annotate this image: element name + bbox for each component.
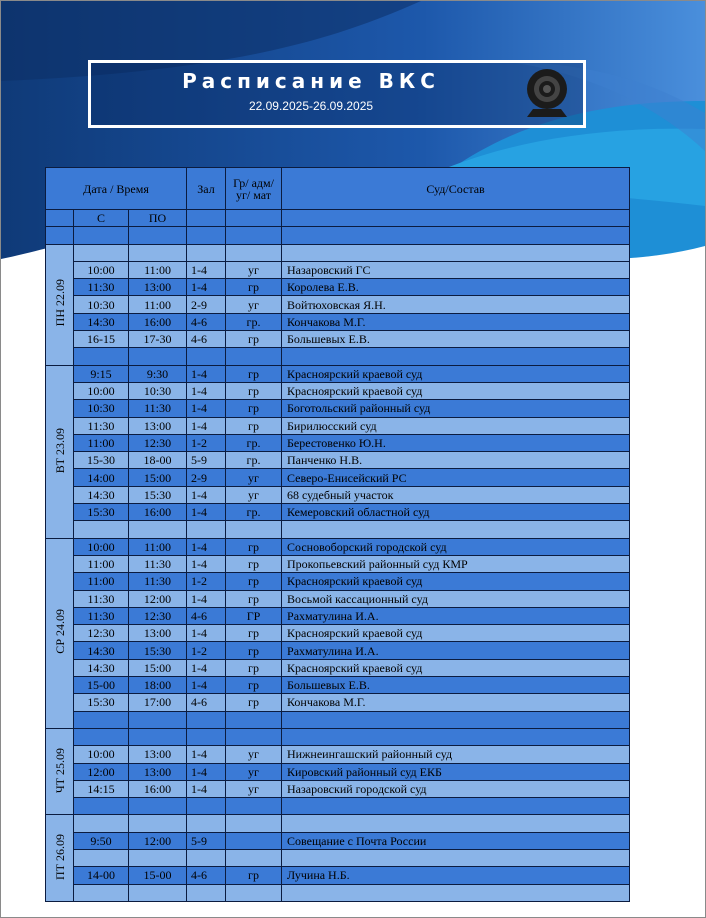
hall: 1-4	[187, 365, 226, 382]
day-label: ПН 22.09	[52, 279, 67, 327]
table-row	[46, 780, 630, 797]
table-row	[46, 884, 630, 901]
to-time: 15:00	[129, 659, 187, 676]
hall: 4-6	[187, 313, 226, 330]
court-name: Красноярский краевой суд	[282, 365, 630, 382]
case-type: уг	[226, 296, 282, 313]
from-time: 10:00	[74, 261, 129, 278]
hall: 1-4	[187, 261, 226, 278]
from-time: 10:00	[74, 746, 129, 763]
to-time: 11:00	[129, 261, 187, 278]
to-time: 15:30	[129, 486, 187, 503]
to-time: 9:30	[129, 365, 187, 382]
to-time	[129, 798, 187, 815]
case-type: гр.	[226, 504, 282, 521]
to-time	[129, 849, 187, 866]
day-label: ЧТ 25.09	[52, 747, 67, 793]
table-row	[46, 625, 630, 642]
case-type: гр.	[226, 313, 282, 330]
day-label-cell	[46, 538, 74, 728]
spacer-row	[46, 227, 630, 244]
table-row	[46, 382, 630, 399]
court-name: Бирилюсский суд	[282, 417, 630, 434]
hall: 5-9	[187, 452, 226, 469]
from-time	[74, 815, 129, 832]
to-time	[129, 728, 187, 745]
case-type: уг	[226, 469, 282, 486]
case-type	[226, 521, 282, 538]
page-title: Расписание ВКС	[182, 69, 440, 93]
to-time	[129, 244, 187, 261]
date-range: 22.09.2025-26.09.2025	[248, 99, 374, 113]
case-type	[226, 348, 282, 365]
from-time: 15:30	[74, 504, 129, 521]
from-time: 14:30	[74, 486, 129, 503]
from-time: 14:15	[74, 780, 129, 797]
court-name: Королева Е.В.	[282, 279, 630, 296]
table-row	[46, 555, 630, 572]
hall: 1-4	[187, 763, 226, 780]
table-row	[46, 573, 630, 590]
court-name: Кончакова М.Г.	[282, 694, 630, 711]
from-time: 14:30	[74, 642, 129, 659]
to-time: 11:00	[129, 296, 187, 313]
court-name: Кемеровский областной суд	[282, 504, 630, 521]
table-row	[46, 728, 630, 745]
court-name: Прокопьевский районный суд КМР	[282, 555, 630, 572]
table-row	[46, 538, 630, 555]
from-time: 11:00	[74, 434, 129, 451]
table-row	[46, 711, 630, 728]
hall	[187, 884, 226, 901]
to-time: 17:00	[129, 694, 187, 711]
case-type: гр	[226, 625, 282, 642]
to-time: 13:00	[129, 625, 187, 642]
table-row	[46, 261, 630, 278]
to-time: 13:00	[129, 763, 187, 780]
case-type	[226, 711, 282, 728]
case-type	[226, 815, 282, 832]
hall: 1-2	[187, 642, 226, 659]
day-label: СР 24.09	[52, 609, 67, 655]
court-name: Войтюховская Я.Н.	[282, 296, 630, 313]
court-name	[282, 884, 630, 901]
schedule-table	[45, 167, 630, 902]
to-time	[129, 521, 187, 538]
case-type: гр	[226, 590, 282, 607]
court-name	[282, 348, 630, 365]
from-time: 11:30	[74, 417, 129, 434]
to-time: 15-00	[129, 867, 187, 884]
to-time: 15:00	[129, 469, 187, 486]
case-type: гр	[226, 382, 282, 399]
case-type: ГР	[226, 607, 282, 624]
table-row	[46, 694, 630, 711]
court-name: Красноярский краевой суд	[282, 659, 630, 676]
hall: 1-4	[187, 417, 226, 434]
from-time: 11:30	[74, 607, 129, 624]
table-row	[46, 642, 630, 659]
from-header: С	[74, 210, 129, 227]
case-type: гр	[226, 677, 282, 694]
court-name: Боготольский районный суд	[282, 400, 630, 417]
table-row	[46, 849, 630, 866]
hall: 2-9	[187, 469, 226, 486]
date-time-header: Дата / Время	[46, 168, 187, 210]
table-row	[46, 763, 630, 780]
table-row	[46, 434, 630, 451]
table-row	[46, 504, 630, 521]
from-time: 15-30	[74, 452, 129, 469]
case-type	[226, 884, 282, 901]
to-time: 12:30	[129, 434, 187, 451]
subheader-empty	[46, 210, 74, 227]
court-name: Рахматулина И.А.	[282, 607, 630, 624]
table-row	[46, 348, 630, 365]
to-time: 16:00	[129, 313, 187, 330]
day-label-cell	[46, 244, 74, 365]
case-type: гр	[226, 694, 282, 711]
day-label: ВТ 23.09	[52, 427, 67, 473]
hall: 1-4	[187, 677, 226, 694]
to-time: 12:00	[129, 832, 187, 849]
hall	[187, 521, 226, 538]
table-row	[46, 867, 630, 884]
case-type: гр	[226, 331, 282, 348]
hall	[187, 849, 226, 866]
from-time: 9:15	[74, 365, 129, 382]
from-time: 11:00	[74, 573, 129, 590]
hall: 4-6	[187, 867, 226, 884]
from-time	[74, 884, 129, 901]
case-type: гр	[226, 642, 282, 659]
table-row	[46, 296, 630, 313]
table-header-row	[46, 168, 630, 210]
hall: 1-4	[187, 590, 226, 607]
court-name	[282, 815, 630, 832]
to-time: 17-30	[129, 331, 187, 348]
case-type	[226, 244, 282, 261]
hall: 1-4	[187, 486, 226, 503]
hall	[187, 728, 226, 745]
to-time: 11:30	[129, 400, 187, 417]
from-time: 10:30	[74, 400, 129, 417]
table-row	[46, 746, 630, 763]
court-header: Суд/Состав	[282, 168, 630, 210]
from-time: 15:30	[74, 694, 129, 711]
table-row	[46, 400, 630, 417]
case-type	[226, 728, 282, 745]
case-type: гр	[226, 400, 282, 417]
hall: 4-6	[187, 331, 226, 348]
court-name: Красноярский краевой суд	[282, 625, 630, 642]
hall: 1-2	[187, 573, 226, 590]
court-name	[282, 728, 630, 745]
from-time: 15-00	[74, 677, 129, 694]
to-time: 11:00	[129, 538, 187, 555]
hall	[187, 348, 226, 365]
case-type: уг	[226, 486, 282, 503]
hall: 1-2	[187, 434, 226, 451]
from-time	[74, 711, 129, 728]
title-box	[88, 60, 586, 128]
court-name: Красноярский краевой суд	[282, 573, 630, 590]
court-name: Восьмой кассационный суд	[282, 590, 630, 607]
hall: 1-4	[187, 555, 226, 572]
case-type: гр	[226, 417, 282, 434]
to-time: 12:30	[129, 607, 187, 624]
court-name	[282, 798, 630, 815]
court-name: Северо-Енисейский РС	[282, 469, 630, 486]
court-name: Совещание с Почта России	[282, 832, 630, 849]
to-time: 18-00	[129, 452, 187, 469]
court-name: Кончакова М.Г.	[282, 313, 630, 330]
hall: 5-9	[187, 832, 226, 849]
to-time	[129, 348, 187, 365]
case-type: гр	[226, 659, 282, 676]
case-type: уг	[226, 261, 282, 278]
day-label-cell	[46, 365, 74, 538]
to-time	[129, 815, 187, 832]
court-name: Лучина Н.Б.	[282, 867, 630, 884]
from-time: 10:00	[74, 382, 129, 399]
to-time: 12:00	[129, 590, 187, 607]
case-type: гр.	[226, 452, 282, 469]
from-time	[74, 244, 129, 261]
day-label-cell	[46, 815, 74, 901]
from-time: 12:30	[74, 625, 129, 642]
case-type: уг	[226, 746, 282, 763]
court-name: Кировский районный суд ЕКБ	[282, 763, 630, 780]
from-time: 14-00	[74, 867, 129, 884]
hall: 2-9	[187, 296, 226, 313]
case-type: гр	[226, 867, 282, 884]
table-row	[46, 659, 630, 676]
table-row	[46, 486, 630, 503]
hall: 4-6	[187, 607, 226, 624]
from-time: 11:00	[74, 555, 129, 572]
type-header: Гр/ адм/уг/ мат	[226, 168, 282, 210]
case-type: уг	[226, 763, 282, 780]
hall	[187, 244, 226, 261]
case-type: гр	[226, 279, 282, 296]
hall: 1-4	[187, 400, 226, 417]
table-row	[46, 365, 630, 382]
from-time: 16-15	[74, 331, 129, 348]
table-row	[46, 815, 630, 832]
subheader-empty	[282, 210, 630, 227]
court-name: Сосновоборский городской суд	[282, 538, 630, 555]
case-type: гр.	[226, 434, 282, 451]
webcam-icon	[519, 65, 579, 121]
table-row	[46, 798, 630, 815]
table-row	[46, 832, 630, 849]
from-time: 14:30	[74, 659, 129, 676]
table-row	[46, 607, 630, 624]
hall: 1-4	[187, 625, 226, 642]
table-row	[46, 313, 630, 330]
day-label-cell	[46, 728, 74, 814]
to-time: 11:30	[129, 573, 187, 590]
from-time: 11:30	[74, 279, 129, 296]
hall	[187, 711, 226, 728]
case-type	[226, 832, 282, 849]
table-row	[46, 244, 630, 261]
court-name: Панченко Н.В.	[282, 452, 630, 469]
from-time	[74, 348, 129, 365]
table-row	[46, 590, 630, 607]
from-time: 11:30	[74, 590, 129, 607]
court-name: Рахматулина И.А.	[282, 642, 630, 659]
case-type: гр	[226, 538, 282, 555]
court-name: 68 судебный участок	[282, 486, 630, 503]
to-time: 13:00	[129, 746, 187, 763]
to-time: 13:00	[129, 417, 187, 434]
from-time	[74, 849, 129, 866]
hall: 1-4	[187, 746, 226, 763]
from-time: 10:30	[74, 296, 129, 313]
court-name: Назаровский городской суд	[282, 780, 630, 797]
court-name: Берестовенко Ю.Н.	[282, 434, 630, 451]
to-time	[129, 711, 187, 728]
to-time: 13:00	[129, 279, 187, 296]
to-header: ПО	[129, 210, 187, 227]
table-subheader-row	[46, 210, 630, 227]
hall: 1-4	[187, 538, 226, 555]
to-time: 15:30	[129, 642, 187, 659]
to-time: 16:00	[129, 780, 187, 797]
to-time: 10:30	[129, 382, 187, 399]
court-name: Красноярский краевой суд	[282, 382, 630, 399]
case-type: уг	[226, 780, 282, 797]
from-time: 14:00	[74, 469, 129, 486]
hall: 1-4	[187, 279, 226, 296]
case-type	[226, 849, 282, 866]
from-time: 14:30	[74, 313, 129, 330]
from-time	[74, 521, 129, 538]
court-name	[282, 244, 630, 261]
from-time	[74, 798, 129, 815]
table-row	[46, 279, 630, 296]
to-time	[129, 884, 187, 901]
court-name: Большевых Е.В.	[282, 331, 630, 348]
hall: 1-4	[187, 382, 226, 399]
to-time: 18:00	[129, 677, 187, 694]
court-name: Назаровский ГС	[282, 261, 630, 278]
hall	[187, 815, 226, 832]
from-time: 12:00	[74, 763, 129, 780]
hall: 1-4	[187, 780, 226, 797]
court-name: Большевых Е.В.	[282, 677, 630, 694]
court-name	[282, 521, 630, 538]
table-row	[46, 521, 630, 538]
case-type: гр	[226, 365, 282, 382]
court-name	[282, 849, 630, 866]
hall: 1-4	[187, 659, 226, 676]
hall-header: Зал	[187, 168, 226, 210]
from-time: 10:00	[74, 538, 129, 555]
court-name	[282, 711, 630, 728]
to-time: 16:00	[129, 504, 187, 521]
table-row	[46, 331, 630, 348]
subheader-empty	[187, 210, 226, 227]
case-type: гр	[226, 573, 282, 590]
to-time: 11:30	[129, 555, 187, 572]
case-type	[226, 798, 282, 815]
case-type: гр	[226, 555, 282, 572]
subheader-empty	[226, 210, 282, 227]
table-row	[46, 677, 630, 694]
from-time: 9:50	[74, 832, 129, 849]
table-row	[46, 417, 630, 434]
hall: 1-4	[187, 504, 226, 521]
court-name: Нижнеингашский районный суд	[282, 746, 630, 763]
table-row	[46, 469, 630, 486]
from-time	[74, 728, 129, 745]
hall	[187, 798, 226, 815]
day-label: ПТ 26.09	[52, 833, 67, 880]
table-row	[46, 452, 630, 469]
hall: 4-6	[187, 694, 226, 711]
